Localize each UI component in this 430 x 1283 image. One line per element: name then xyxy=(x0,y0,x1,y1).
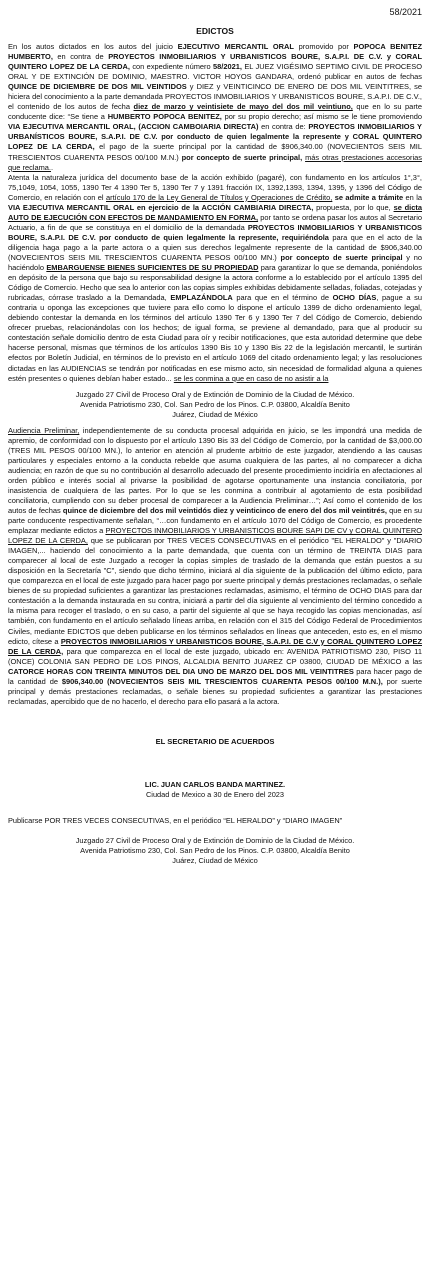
text-run: para garantizar lo que se demanda, poniéndolos en depósito de la persona que bajo su responsabilidad designe la actora conforme a lo establecido por el artículo 1395 del Código de Comercio. Hecho que sea lo anterior con las copias simples exhibidas debidamente selladas, foliadas, cotejadas y rubricadas, córrase traslado a la Demandada, xyxy=(8,263,423,303)
court-line: Juárez, Ciudad de México xyxy=(172,409,258,419)
text-run: POPOCA BENITEZ HUMBERTO, xyxy=(8,42,422,62)
text-run: en la xyxy=(403,192,422,202)
court-line: Juárez, Ciudad de México xyxy=(172,855,258,865)
text-run: Audiencia Preliminar, xyxy=(8,425,80,435)
text-run: más otras prestaciones accesorias que reclama. xyxy=(8,152,422,172)
text-run: por su propio derecho; así mismo se le tiene promoviendo xyxy=(221,112,423,122)
paragraph-1 xyxy=(8,42,422,173)
signature-date: Ciudad de Mexico a 30 de Enero del 2023 xyxy=(145,789,285,799)
text-run: PROYECTOS INMOBILIARIOS Y URBANISTICOS BOURE, S.A.P.I. DE C.V. y CORAL QUINTERO LOPEZ DE LA CERDA, xyxy=(8,52,422,72)
text-run: PROYECTOS INMOBILIARIOS Y URBANISTICOS BOURE, S.A.P.I. DE C.V y CORAL QUINTERO LOPEZ DE LA CERDA, xyxy=(8,636,422,656)
text-run: por tanto se ordena pasar los autos al Secretario Actuario, a fin de que se constituya en el domicilio de la demandada xyxy=(8,212,422,232)
text-run: se les conmina a que en caso de no asistir a la xyxy=(173,373,329,383)
court-line: Juzgado 27 Civil de Proceso Oral y de Extinción de Dominio de la Ciudad de México. xyxy=(75,835,355,845)
publication-note: Publicarse POR TRES VECES CONSECUTIVAS, en el periódico “EL HERALDO” y “DIARO IMAGEN” xyxy=(8,815,343,825)
edict-body xyxy=(8,42,422,384)
text-run: en contra de xyxy=(52,52,109,62)
text-run: HUMBERTO POPOCA BENITEZ, xyxy=(107,112,222,122)
text-run: por suerte principal y demás prestaciones reclamadas, o señale bienes su propiedad suficientes a garantizar las prestaciones reclamadas, apercibido que de no hacerlo, el derecho para ello pasará a la actora. xyxy=(8,676,422,706)
text-run: con expediente número xyxy=(129,62,214,72)
text-run: que se publicaran por TRES VECES CONSECUTIVAS en el periódico "EL HERALDO" y "DIARIO IMAGEN,... haciendo del conocimiento a la parte demandada, que cuenta con un término de TREINTA DIAS para comparecer al local de este Juzgado a recoger la copias simples de traslado de la demanda que están puestos a su disposición en la Secretaría "C", siendo que dicho término, iniciará al día siguiente de la publicación del último edicto, para que comparezca en el local de este juzgado para hacer pago por suerte principal y demás prestaciones reclamadas, o señale bienes de su propiedad suficientes a garantizar las prestaciones reclamadas, asimismo, el término de OCHO DIAS para dar contestación a la demanda instaurada en su contra, iniciará a partir del día siguiente al vencimiento del término concedido a la misma para recoger el traslado, o en su caso, a partir del siguiente al que se haya recogido las copias mencionadas, así también, con fundamento en el artículo señalado líneas arriba, en relación con el 315 del Código Federal de Procedimientos Civiles, mediante EDICTOS que deben publicarse en los términos señalados en líneas que anteceden, esto es, en el mismo edicto, cítese a xyxy=(8,536,422,646)
text-run: el pago de la suerte principal por la cantidad de $906,340.00 (NOVECIENTOS SEIS MIL TRESCIENTOS CUARENTA PESOS 00/100 M.N.) xyxy=(8,142,422,162)
text-run: y DIEZ y VEINTICINCO DE ENERO DE DOS MIL VEINTITRES, se hiciera del conocimiento a la parte demandada PROYECTOS INMOBILIARIOS Y URBANISTICOS BOURE, S.A.P.I. DE C.V., el contenido de los autos de fecha xyxy=(8,82,422,112)
text-run: se dicta AUTO DE EJECUCIÓN CON EFECTOS DE MANDAMIENTO EN FORMA, xyxy=(8,202,423,222)
text-run: EMPLAZÁNDOLA xyxy=(170,293,233,303)
page-title: EDICTOS xyxy=(196,26,234,36)
text-run: por concepto de suerte principal, xyxy=(181,152,303,162)
text-run: QUINCE DE DICIEMBRE DE DOS MIL VEINTIDOS xyxy=(8,82,187,92)
text-run: promovido por xyxy=(293,42,354,51)
text-run: artículo 170 de la Ley General de Títulos y Operaciones de Crédito, xyxy=(105,192,333,202)
text-run: y no haciéndolo xyxy=(8,252,423,273)
text-run: EMBARGUENSE BIENES SUFICIENTES DE SU PROPIEDAD xyxy=(46,263,259,273)
text-run: para que en el acto de la diligencia haga pago a la parte actora o a quien sus derechos legalmente represente de la cantidad de $906,340.00 (NOVECIENTOS SEIS MIL TRESCIENTOS CUARENTA PESOS 00/100 MN.) xyxy=(8,232,422,262)
court-line: Avenida Patriotismo 230, Col. San Pedro de los Pinos. C.P. 03800, Alcaldía Benito xyxy=(80,399,350,409)
text-run: para hacer pago de la cantidad de xyxy=(8,666,423,686)
court-address-block xyxy=(8,390,422,420)
text-run: para que en el término de xyxy=(232,293,333,303)
text-run: EJECUTIVO MERCANTIL ORAL xyxy=(177,42,294,51)
paragraph-3 xyxy=(8,426,422,707)
text-run: se admite a trámite xyxy=(334,192,404,202)
edict-body-continued xyxy=(8,426,422,707)
text-run: , pague a su contraria u oponga las excepciones que tuviere para ello como lo dispone el artículo 1399 de dicho ordenamiento legal, debiendo contestar la demanda en los términos del artículo 1390 Ter 6 y 1390 Ter 7 del Código de Comercio, debiendo ofrecer pruebas, relacionándolas con los hechos; de igual forma, se previene al demandado, para que al producir su contestación señale domicilio dentro de esta Ciudad para oír y recibir notificaciones, que esta autoridad determine que debe hacerse personal, mismas que términos de los artículos 1390 Bis 10 y 1390 Bis 22 de la legislación mercantil, le surtirán efectos por Boletín Judicial, en términos de lo previsto en el artículo 1069 del citado ordenamiento legal; y las resoluciones dictadas en las AUDIENCIAS se tendrán por notificadas en ese mismo acto, sin necesidad de formalidad alguna a quienes estén presentes o quienes debían haber estado... xyxy=(8,293,422,383)
court-line: Avenida Patriotismo 230, Col. San Pedro de los Pinos. C.P. 03800, Alcaldía Benito xyxy=(80,845,350,855)
text-run: VIA EJECUTIVA MERCANTIL ORAL, (ACCION CAMBOIARIA DIRECTA) xyxy=(8,122,259,132)
text-run: en contra de: xyxy=(258,122,309,132)
text-run: PROYECTOS INMOBILIARIOS Y URBANISTICOS BOURE SAPI DE CV y CORAL QUINTERO LOPEZ DE LA CERDA, xyxy=(8,526,423,546)
text-run: por concepto de suerte principal xyxy=(280,252,403,262)
text-run: PROYECTOS INMOBILIARIOS Y URBANISTICOS BOURE, S.A.P.I. DE C.V. por conducto de quien legalmente la represente, requiriéndola xyxy=(8,222,422,242)
text-run: quince de diciembre del dos mil veintidós diez y veinticinco de enero del dos mil veintitrés, xyxy=(62,505,387,515)
text-run: propuesta, por lo que, xyxy=(313,202,394,212)
text-run: que en su parte conducente respectivamente señalan, “…con fundamento en el artículo 1070 del Código de Comercio, es procedente emplazar mediante edictos a xyxy=(8,505,422,536)
text-run: OCHO DÍAS xyxy=(332,293,377,303)
court-address-footer xyxy=(8,836,422,866)
text-run: diez de marzo y veintisiete de mayo del dos mil veintiuno, xyxy=(133,102,353,112)
text-run: VIA EJECUTIVA MERCANTIL ORAL en ejercicio de la ACCIÓN CAMBIARIA DIRECTA, xyxy=(8,202,314,212)
signature-block xyxy=(8,780,422,800)
paragraph-2 xyxy=(8,173,422,384)
text-run: EL JUEZ VIGÉSIMO SEPTIMO CIVIL DE PROCESO ORAL Y DE EXTINCIÓN DE DOMINIO, MAESTRO. VICTOR HOYOS GANDARA, ordenó publicar en autos de fechas xyxy=(8,62,423,82)
text-run: que en lo su parte conducente dice: “Se tiene a xyxy=(8,102,422,122)
court-line: Juzgado 27 Civil de Proceso Oral y de Extinción de Dominio de la Ciudad de México. xyxy=(75,389,355,399)
document-number: 58/2021 xyxy=(389,7,422,17)
text-run: independientemente de su conducta procesal adquirida en juicio, se les impondrá una medida de apremio, de conformidad con lo dispuesto por el artículo 1390 Bis 33 del Código de Comercio, por la cantidad de $3,000.00 (TRES MIL PESOS 00/100 MN.), lo anterior en atención al prudente arbitrio de este juzgador, atendiendo a las causas particulares y especiales entorno a la conducta rebelde que asuma cualquiera de las partes, al no comparecer a dicha audiencia; en razón de que su no contribución al desarrollo adecuado del presente procedimiento incidiría en afectaciones al orden público e interés social al privarse la posibilidad de agotarse oportunamente una instancia conciliatoria, por inasistencia de cualquiera de las partes. Por lo que se les conmina a contribuir al agotamiento de esta posibilidad conciliatoria, cumpliendo con su deber procesal de comparecer a la Audiencia Preliminar…”; Así como el contenido de los autos de fechas xyxy=(8,425,422,515)
signatory-name: LIC. JUAN CARLOS BANDA MARTINEZ. xyxy=(144,779,286,789)
text-run: 58/2021, xyxy=(213,62,242,72)
text-run: $906,340.00 (NOVECIENTOS SEIS MIL TRESCIENTOS CUARENTA PESOS 00/100 M.N.), xyxy=(61,676,383,686)
text-run: . xyxy=(51,162,54,172)
text-run: PROYECTOS INMOBILIARIOS Y URBANÍSTICOS BOURE, S.A.P.I. DE C.V. por conducto de quien legalmente la represente y CORAL QUINTERO LOPEZ DE LA CERDA, xyxy=(8,122,422,152)
secretary-title: EL SECRETARIO DE ACUERDOS xyxy=(155,736,275,746)
text-run: Atenta la naturaleza jurídica del documento base de la acción exhibido (pagaré), con fundamento en los artículos 1°,3°, 75,1049, 1054, 1055, 1390 Ter 4 1390 Ter 5, 1390 Ter 7 y 1391 fracción IX, 1392,1393, 1394, 1395, y 1396 del Código de Comercio, en relación con el xyxy=(8,172,422,202)
text-run: En los autos dictados en los autos del juicio xyxy=(8,42,178,51)
text-run: CATORCE HORAS CON TREINTA MINUTOS DEL DIA UNO DE MARZO DEL DOS MIL VEINTITRES xyxy=(8,666,354,676)
text-run: para que comparezca en el local de este juzgado, ubicado en: AVENIDA PATRIOTISMO 230, PISO 11 (ONCE) COLONIA SAN PEDRO DE LOS PINOS, ALCALDIA BENITO JUAREZ CP 03800, CIUDAD DE MÉXICO a las xyxy=(8,646,422,666)
